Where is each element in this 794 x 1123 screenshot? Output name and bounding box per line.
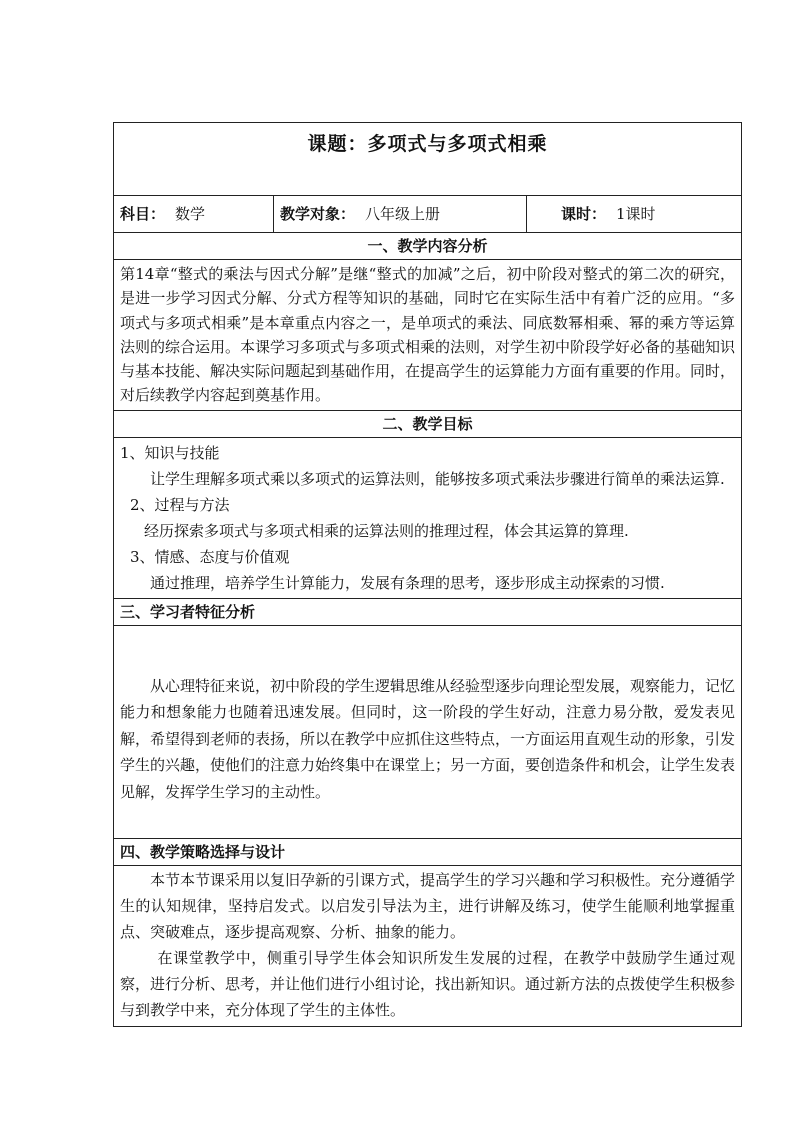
section3-body-row [114,625,742,838]
section4-body-row [114,865,742,1026]
audience-value: 八年级上册 [365,205,441,223]
lesson-title: 课题：多项式与多项式相乘 [307,133,548,155]
section4-para2: 在课堂教学中，侧重引导学生体会知识所发生发展的过程，在教学中鼓励学生通过观察，进行分析、思考，并让他们进行小组讨论，找出新知识。通过新方法的点拨使学生积极参与到教学中来，充分体现了学生的主体性。 [120,948,736,1019]
section2-body-row [114,437,742,598]
section3-header-row [114,598,742,625]
objective-3-label: 3、情感、态度与价值观 [130,547,290,566]
section1-body-row [114,260,742,411]
lesson-plan-document [113,122,741,1027]
subject-value: 数学 [175,205,206,223]
section2-heading: 二、教学目标 [114,410,742,437]
objective-1-label: 1、知识与技能 [120,443,220,462]
objective-3-text: 通过推理，培养学生计算能力，发展有条理的思考，逐步形成主动探索的习惯. [150,573,665,592]
audience-label: 教学对象： [280,205,356,223]
section4-body [114,865,742,1026]
info-row [114,196,742,233]
subject-cell [114,196,274,233]
section3-heading: 三、学习者特征分析 [114,598,742,625]
title-cell [114,123,742,196]
period-label: 课时： [561,205,607,223]
section1-text: 第14章“整式的乘法与因式分解”是继“整式的加减”之后，初中阶段对整式的第二次的研究，是进一步学习因式分解、分式方程等知识的基础，同时它在实际生活中有着广泛的应用。“多项式与多项式相乘”是本章重点内容之一，是单项式的乘法、同底数幂相乘、幂的乘方等运算法则的综合运用。本课学习多项式与多项式相乘的法则，对学生初中阶段学好必备的基础知识与基本技能、解决实际问题起到基础作用，在提高学生的运算能力方面有重要的作用。同时，对后续教学内容起到奠基作用。 [120,265,736,405]
lesson-plan-table [113,122,742,1027]
section1-header-row [114,233,742,260]
section3-body [114,625,742,838]
section2-body [114,437,742,598]
section1-heading: 一、教学内容分析 [114,233,742,260]
section4-header-row [114,838,742,865]
subject-label: 科目： [120,205,166,223]
audience-cell [274,196,527,233]
section3-text: 从心理特征来说，初中阶段的学生逻辑思维从经验型逐步向理论型发展，观察能力，记忆能力和想象能力也随着迅速发展。但同时，这一阶段的学生好动，注意力易分散，爱发表见解，希望得到老师的表扬，所以在教学中应抓住这些特点，一方面运用直观生动的形象，引发学生的兴趣，使他们的注意力始终集中在课堂上；另一方面，要创造条件和机会，让学生发表见解，发挥学生学习的主动性。 [120,676,736,801]
period-cell [527,196,742,233]
objective-1-text: 让学生理解多项式乘以多项式的运算法则，能够按多项式乘法步骤进行简单的乘法运算. [150,469,725,488]
section1-body [114,260,742,411]
section2-header-row [114,410,742,437]
objective-2-text: 经历探索多项式与多项式相乘的运算法则的推理过程，体会其运算的算理. [144,521,629,540]
objective-2-label: 2、过程与方法 [130,495,230,514]
period-value: 1课时 [616,205,656,223]
section4-heading: 四、教学策略选择与设计 [114,838,742,865]
title-row [114,123,742,196]
section4-para1: 本节本节课采用以复旧孕新的引课方式，提高学生的学习兴趣和学习积极性。充分遵循学生的认知规律，坚持启发式。以启发引导法为主，进行讲解及练习，使学生能顺利地掌握重点、突破难点，逐步提高观察、分析、抽象的能力。 [120,870,736,941]
